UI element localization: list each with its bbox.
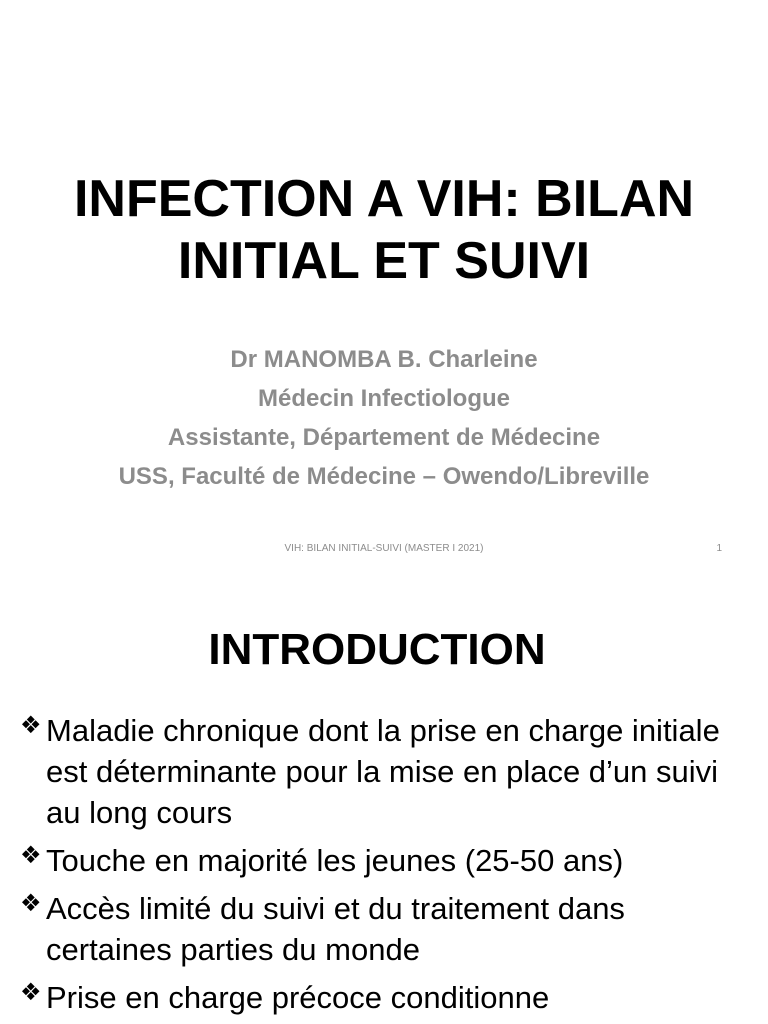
introduction-slide <box>0 576 768 1024</box>
list-item <box>18 840 758 881</box>
slide-subtitle <box>0 340 768 496</box>
list-item-text: Accès limité du suivi et du traitement dans certaines parties du monde <box>46 891 625 967</box>
list-item <box>18 888 758 970</box>
slide-footer: VIH: BILAN INITIAL-SUIVI (MASTER I 2021) <box>284 543 484 554</box>
author-institution: USS, Faculté de Médecine – Owendo/Libreville <box>118 463 650 490</box>
slide-title: INTRODUCTION <box>208 625 546 674</box>
slide-title-line: INFECTION A VIH: BILAN <box>73 170 695 228</box>
list-item <box>18 710 758 833</box>
diamond-bullet-icon: ❖ <box>20 889 42 917</box>
slide-title <box>0 168 768 292</box>
list-item-text: Touche en majorité les jeunes (25-50 ans) <box>46 843 624 878</box>
author-role: Médecin Infectiologue <box>257 385 511 412</box>
author-name: Dr MANOMBA B. Charleine <box>230 346 538 373</box>
bullet-list <box>18 710 758 1024</box>
list-item <box>18 977 758 1018</box>
slide-number: 1 <box>716 543 722 554</box>
diamond-bullet-icon: ❖ <box>20 841 42 869</box>
list-item-text: Maladie chronique dont la prise en charge initiale est déterminante pour la mise en place d’un suivi au long cours <box>46 713 720 830</box>
diamond-bullet-icon: ❖ <box>20 978 42 1006</box>
author-position: Assistante, Département de Médecine <box>167 424 601 451</box>
diamond-bullet-icon: ❖ <box>20 711 42 739</box>
list-item-text: Prise en charge précoce conditionne <box>46 980 550 1015</box>
slide-title-line: INITIAL ET SUIVI <box>177 232 591 290</box>
